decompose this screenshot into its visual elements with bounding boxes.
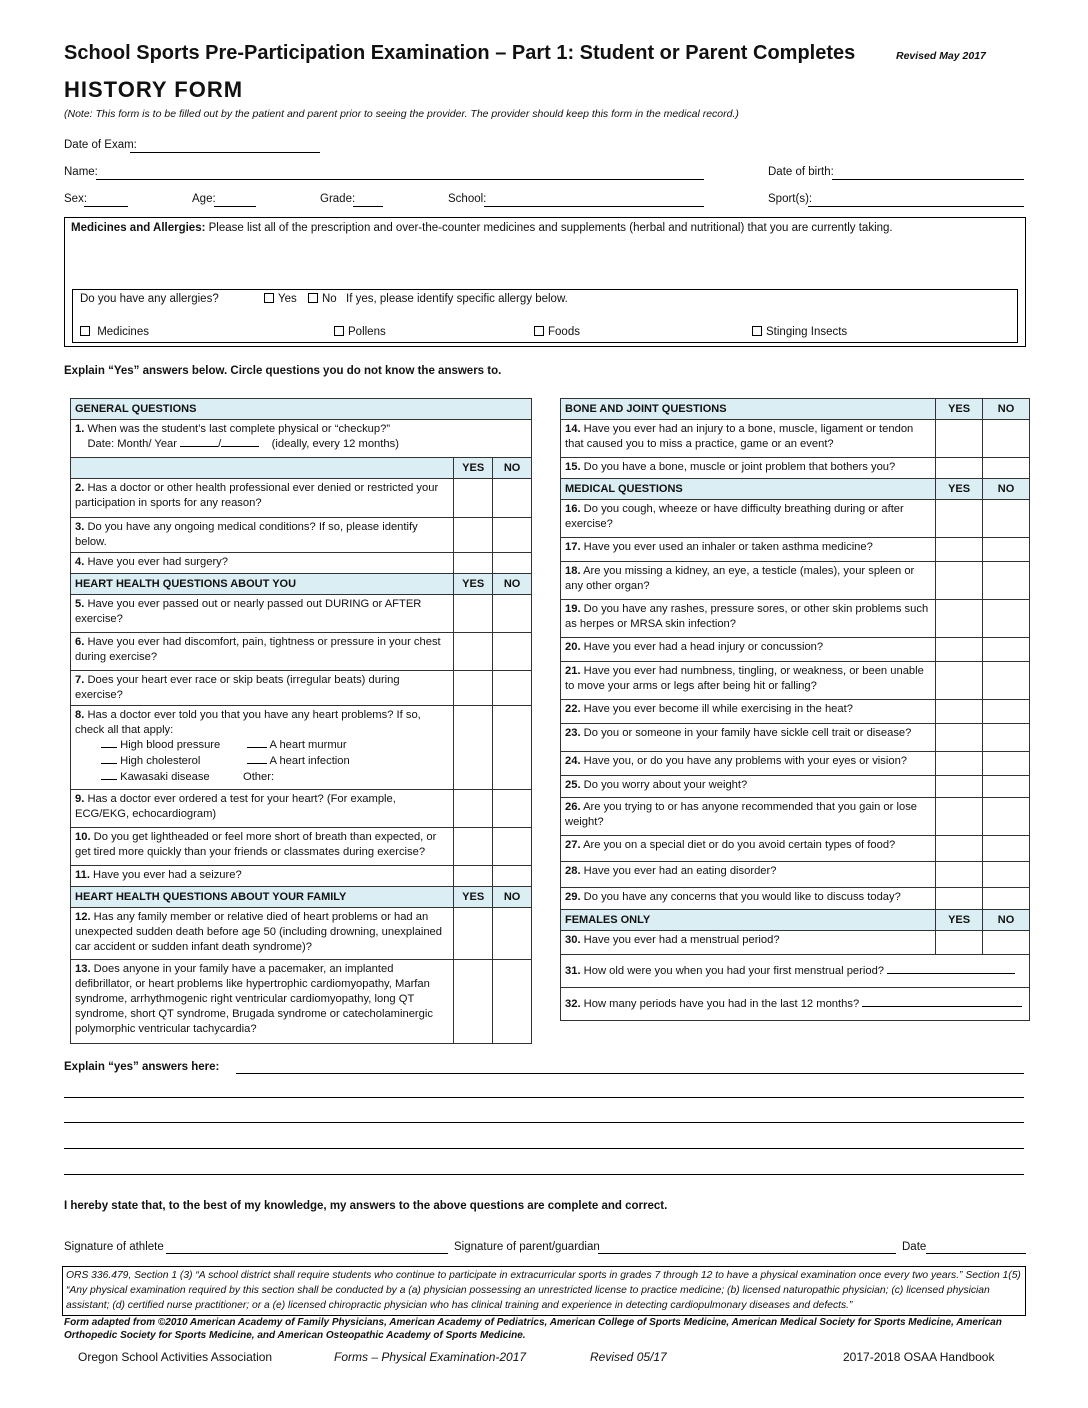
explain-line-4[interactable] bbox=[64, 1148, 1024, 1149]
q8-no-cell[interactable] bbox=[493, 706, 532, 790]
q20-no-cell[interactable] bbox=[983, 638, 1030, 662]
q28-number: 28. bbox=[565, 865, 581, 877]
q17-text: Have you ever used an inhaler or taken asthma medicine? bbox=[583, 541, 873, 553]
q7-yes-cell[interactable] bbox=[454, 671, 493, 706]
form-subtitle: HISTORY FORM bbox=[64, 77, 244, 102]
q3-no-cell[interactable] bbox=[493, 518, 532, 553]
athlete-signature-field[interactable] bbox=[166, 1253, 448, 1254]
q8-high-bp-label: High blood pressure bbox=[120, 739, 221, 751]
q4-number: 4. bbox=[75, 556, 85, 568]
footer-organization: Oregon School Activities Association bbox=[78, 1350, 273, 1364]
q24-yes-cell[interactable] bbox=[936, 752, 983, 776]
explain-instruction: Explain “Yes” answers below. Circle questions you do not know the answers to. bbox=[64, 365, 502, 377]
q5-no-cell[interactable] bbox=[493, 595, 532, 633]
q32-answer-field[interactable] bbox=[862, 1006, 1022, 1007]
q30-number: 30. bbox=[565, 934, 581, 946]
q29-no-cell[interactable] bbox=[983, 888, 1030, 910]
q22-number: 22. bbox=[565, 703, 581, 715]
q6-number: 6. bbox=[75, 636, 85, 648]
q10-no-cell[interactable] bbox=[493, 828, 532, 866]
sex-field[interactable] bbox=[84, 206, 128, 207]
foods-option-label: Foods bbox=[548, 326, 580, 338]
q26-text: Are you trying to or has anyone recommended that you gain or lose weight? bbox=[565, 801, 918, 828]
q24-no-cell[interactable] bbox=[983, 752, 1030, 776]
medicines-instruction: Please list all of the prescription and over-the-counter medicines and supplements (herbal and nutritional) that you are currently taking. bbox=[208, 222, 893, 234]
q11-text: Have you ever had a seizure? bbox=[93, 869, 242, 881]
question-7 bbox=[71, 671, 454, 706]
heart-you-no-header: NO bbox=[493, 574, 532, 595]
q16-no-cell[interactable] bbox=[983, 500, 1030, 538]
allergy-medicines-option[interactable] bbox=[80, 326, 149, 338]
q1-number: 1. bbox=[75, 423, 85, 435]
q8-number: 8. bbox=[75, 709, 85, 721]
general-subheader bbox=[71, 458, 454, 479]
date-signature-label: Date bbox=[902, 1241, 927, 1253]
q15-text: Do you have a bone, muscle or joint problem that bothers you? bbox=[583, 461, 896, 473]
q14-no-cell[interactable] bbox=[983, 420, 1030, 458]
q27-no-cell[interactable] bbox=[983, 836, 1030, 862]
q21-yes-cell[interactable] bbox=[936, 662, 983, 700]
q8-option-infection[interactable] bbox=[247, 754, 350, 769]
attestation-statement: I hereby state that, to the best of my knowledge, my answers to the above questions are complete and correct. bbox=[64, 1200, 668, 1212]
q23-number: 23. bbox=[565, 727, 581, 739]
allergy-question: Do you have any allergies? bbox=[80, 293, 219, 305]
q1-month-field[interactable] bbox=[180, 446, 218, 447]
q12-no-cell[interactable] bbox=[493, 908, 532, 960]
question-21 bbox=[561, 662, 936, 700]
q17-yes-cell[interactable] bbox=[936, 538, 983, 562]
question-6 bbox=[71, 633, 454, 671]
form-title: School Sports Pre-Participation Examination – Part 1: Student or Parent Completes bbox=[64, 42, 856, 64]
q23-text: Do you or someone in your family have sickle cell trait or disease? bbox=[583, 727, 912, 739]
q12-yes-cell[interactable] bbox=[454, 908, 493, 960]
q23-no-cell[interactable] bbox=[983, 724, 1030, 752]
q16-number: 16. bbox=[565, 503, 581, 515]
age-label: Age: bbox=[192, 193, 216, 205]
q8-options bbox=[75, 738, 449, 786]
question-18 bbox=[561, 562, 936, 600]
q25-text: Do you worry about your weight? bbox=[583, 779, 748, 791]
q27-yes-cell[interactable] bbox=[936, 836, 983, 862]
q8-option-kawasaki[interactable] bbox=[101, 770, 210, 785]
q2-text: Has a doctor or other health professional ever denied or restricted your participation in sports for any reason? bbox=[75, 482, 439, 509]
q19-no-cell[interactable] bbox=[983, 600, 1030, 638]
question-5 bbox=[71, 595, 454, 633]
question-20 bbox=[561, 638, 936, 662]
q8-kawasaki-label: Kawasaki disease bbox=[120, 771, 210, 783]
medical-header: MEDICAL QUESTIONS bbox=[561, 479, 936, 500]
q20-number: 20. bbox=[565, 641, 581, 653]
q31-answer-field[interactable] bbox=[887, 973, 1015, 974]
question-4 bbox=[71, 553, 454, 574]
question-31 bbox=[561, 955, 1030, 988]
q20-text: Have you ever had a head injury or concussion? bbox=[583, 641, 824, 653]
q2-yes-cell[interactable] bbox=[454, 479, 493, 518]
q11-no-cell[interactable] bbox=[493, 866, 532, 887]
heart-you-yes-header: YES bbox=[454, 574, 493, 595]
q6-text: Have you ever had discomfort, pain, tightness or pressure in your chest during exercise? bbox=[75, 636, 441, 663]
q1-text: When was the student’s last complete physical or “checkup?” bbox=[87, 423, 391, 435]
q32-text: How many periods have you had in the last 12 months? bbox=[583, 997, 860, 1010]
q3-number: 3. bbox=[75, 521, 85, 533]
question-28 bbox=[561, 862, 936, 888]
grade-label: Grade: bbox=[320, 193, 356, 205]
question-26 bbox=[561, 798, 936, 836]
q7-number: 7. bbox=[75, 674, 85, 686]
q8-cholesterol-blank[interactable] bbox=[101, 763, 117, 764]
q10-number: 10. bbox=[75, 831, 91, 843]
q29-number: 29. bbox=[565, 891, 581, 903]
q8-murmur-blank[interactable] bbox=[247, 747, 267, 748]
q8-infection-label: A heart infection bbox=[269, 755, 350, 767]
q1-ideal-note: (ideally, every 12 months) bbox=[271, 438, 399, 450]
question-3 bbox=[71, 518, 454, 553]
date-of-exam-label: Date of Exam: bbox=[64, 139, 137, 151]
q29-yes-cell[interactable] bbox=[936, 888, 983, 910]
q13-yes-cell[interactable] bbox=[454, 960, 493, 1044]
q7-no-cell[interactable] bbox=[493, 671, 532, 706]
heart-family-no-header: NO bbox=[493, 887, 532, 908]
q13-number: 13. bbox=[75, 963, 91, 975]
q8-option-murmur[interactable] bbox=[247, 738, 347, 753]
q9-number: 9. bbox=[75, 793, 85, 805]
q24-text: Have you, or do you have any problems with your eyes or vision? bbox=[583, 755, 908, 767]
athlete-signature-label: Signature of athlete bbox=[64, 1241, 164, 1253]
question-13 bbox=[71, 960, 454, 1044]
question-17 bbox=[561, 538, 936, 562]
q8-text: Has a doctor ever told you that you have any heart problems? If so, check all that apply: bbox=[75, 709, 421, 736]
q17-number: 17. bbox=[565, 541, 581, 553]
q4-text: Have you ever had surgery? bbox=[87, 556, 228, 568]
allergy-foods-option[interactable] bbox=[534, 326, 580, 338]
question-24 bbox=[561, 752, 936, 776]
q10-text: Do you get lightheaded or feel more short of breath than expected, or get tired more quickly than your friends or classmates during exercise? bbox=[75, 831, 437, 858]
q26-yes-cell[interactable] bbox=[936, 798, 983, 836]
q19-yes-cell[interactable] bbox=[936, 600, 983, 638]
q10-yes-cell[interactable] bbox=[454, 828, 493, 866]
medicines-checkbox[interactable] bbox=[80, 326, 90, 336]
medical-no-header: NO bbox=[983, 479, 1030, 500]
q19-text: Do you have any rashes, pressure sores, or other skin problems such as herpes or MRSA skin infection? bbox=[565, 603, 929, 630]
explain-line-1[interactable] bbox=[236, 1073, 1024, 1074]
q30-yes-cell[interactable] bbox=[936, 931, 983, 955]
allergy-insects-option[interactable] bbox=[752, 326, 847, 338]
medicines-option-label: Medicines bbox=[97, 326, 149, 338]
q27-number: 27. bbox=[565, 839, 581, 851]
q27-text: Are you on a special diet or do you avoid certain types of food? bbox=[583, 839, 896, 851]
q21-text: Have you ever had numbness, tingling, or weakness, or been unable to move your arms or legs after being hit or falling? bbox=[565, 665, 924, 692]
bone-yes-header: YES bbox=[936, 399, 983, 420]
school-field[interactable] bbox=[484, 206, 704, 207]
sex-label: Sex: bbox=[64, 193, 88, 205]
q8-option-other[interactable] bbox=[243, 770, 274, 785]
general-questions-header: GENERAL QUESTIONS bbox=[71, 399, 532, 420]
parent-signature-field[interactable] bbox=[598, 1253, 896, 1254]
right-questions-table bbox=[560, 398, 1030, 1021]
q22-no-cell[interactable] bbox=[983, 700, 1030, 724]
q8-murmur-label: A heart murmur bbox=[269, 739, 347, 751]
q17-no-cell[interactable] bbox=[983, 538, 1030, 562]
no-column-header: NO bbox=[493, 458, 532, 479]
females-no-header: NO bbox=[983, 910, 1030, 931]
footer-revised: Revised 05/17 bbox=[590, 1350, 667, 1364]
q15-no-cell[interactable] bbox=[983, 458, 1030, 479]
q2-no-cell[interactable] bbox=[493, 479, 532, 518]
allergy-pollens-option[interactable] bbox=[334, 326, 386, 338]
ors-statute-text: ORS 336.479, Section 1 (3) “A school district shall require students who continue to participate in extracurricular sports in grades 7 through 12 to have a physical examination once every two years.” Section 1(5) “Any physical examination required by this section shall be conducted by a (a) physician possessing an unrestricted license to practice medicine; (b) licensed naturopathic physician; (c) licensed physician assistant; (d) certified nurse practitioner; or a (e) licensed chiropractic physician who has clinical training and experience in detecting cardiopulmonary diseases and defects.” bbox=[66, 1270, 1021, 1311]
sports-label: Sport(s): bbox=[768, 193, 813, 205]
q26-number: 26. bbox=[565, 801, 581, 813]
question-1 bbox=[71, 420, 532, 458]
q12-text: Has any family member or relative died of heart problems or had an unexpected sudden death before age 50 (including drowning, unexplained car accident or sudden infant death syndrome)? bbox=[75, 911, 442, 953]
q9-text: Has a doctor ever ordered a test for your heart? (For example, ECG/EKG, echocardiogram) bbox=[75, 793, 396, 820]
q18-number: 18. bbox=[565, 565, 581, 577]
adapted-credit: Form adapted from ©2010 American Academy of Family Physicians, American Academy of Pediatrics, American College of Sports Medicine, American Medical Society for Sports Medicine, American Orthopedic Society for Sports Medicine, and American Osteopathic Academy of Sports Medicine. bbox=[64, 1317, 1002, 1341]
q3-text: Do you have any ongoing medical conditions? If so, please identify below. bbox=[75, 521, 418, 548]
name-label: Name: bbox=[64, 166, 98, 178]
allergy-yes-option[interactable] bbox=[264, 293, 297, 305]
left-questions-table bbox=[70, 398, 532, 1044]
q8-infection-blank[interactable] bbox=[247, 763, 267, 764]
dob-field[interactable] bbox=[832, 179, 1024, 180]
question-23 bbox=[561, 724, 936, 752]
explain-line-5[interactable] bbox=[64, 1174, 1024, 1175]
date-signature-field[interactable] bbox=[926, 1253, 1026, 1254]
q16-text: Do you cough, wheeze or have difficulty breathing during or after exercise? bbox=[565, 503, 904, 530]
question-2 bbox=[71, 479, 454, 518]
medicines-label: Medicines and Allergies: bbox=[71, 222, 206, 234]
q15-number: 15. bbox=[565, 461, 581, 473]
pollens-checkbox[interactable] bbox=[334, 326, 344, 336]
q30-no-cell[interactable] bbox=[983, 931, 1030, 955]
q28-text: Have you ever had an eating disorder? bbox=[583, 865, 777, 877]
question-12 bbox=[71, 908, 454, 960]
parent-signature-label: Signature of parent/guardian bbox=[454, 1241, 600, 1253]
medicines-text bbox=[71, 222, 893, 234]
q7-text: Does your heart ever race or skip beats (irregular beats) during exercise? bbox=[75, 674, 400, 701]
question-11 bbox=[71, 866, 454, 887]
q11-yes-cell[interactable] bbox=[454, 866, 493, 887]
q13-no-cell[interactable] bbox=[493, 960, 532, 1044]
grade-field[interactable] bbox=[353, 206, 383, 207]
medical-yes-header: YES bbox=[936, 479, 983, 500]
allergy-no-checkbox[interactable] bbox=[308, 293, 318, 303]
q5-yes-cell[interactable] bbox=[454, 595, 493, 633]
allergy-yes-label: Yes bbox=[278, 293, 297, 305]
question-16 bbox=[561, 500, 936, 538]
q3-yes-cell[interactable] bbox=[454, 518, 493, 553]
q11-number: 11. bbox=[75, 869, 90, 881]
q16-yes-cell[interactable] bbox=[936, 500, 983, 538]
q8-yes-cell[interactable] bbox=[454, 706, 493, 790]
q18-text: Are you missing a kidney, an eye, a testicle (males), your spleen or any other organ? bbox=[565, 565, 915, 592]
yes-column-header: YES bbox=[454, 458, 493, 479]
date-of-exam-field[interactable] bbox=[130, 152, 320, 153]
question-29 bbox=[561, 888, 936, 910]
q8-cholesterol-label: High cholesterol bbox=[120, 755, 201, 767]
q24-number: 24. bbox=[565, 755, 581, 767]
q31-text: How old were you when you had your first menstrual period? bbox=[583, 964, 885, 977]
school-label: School: bbox=[448, 193, 487, 205]
q18-no-cell[interactable] bbox=[983, 562, 1030, 600]
q12-number: 12. bbox=[75, 911, 91, 923]
q1-slash: / bbox=[218, 438, 222, 450]
q1-date-label: Date: Month/ Year bbox=[87, 438, 177, 450]
footer-forms: Forms – Physical Examination-2017 bbox=[334, 1350, 527, 1364]
q8-high-bp-blank[interactable] bbox=[101, 747, 117, 748]
heart-family-header: HEART HEALTH QUESTIONS ABOUT YOUR FAMILY bbox=[71, 887, 454, 908]
q23-yes-cell[interactable] bbox=[936, 724, 983, 752]
q9-no-cell[interactable] bbox=[493, 790, 532, 828]
q14-yes-cell[interactable] bbox=[936, 420, 983, 458]
q22-yes-cell[interactable] bbox=[936, 700, 983, 724]
question-10 bbox=[71, 828, 454, 866]
q29-text: Do you have any concerns that you would like to discuss today? bbox=[583, 891, 901, 903]
question-27 bbox=[561, 836, 936, 862]
q6-yes-cell[interactable] bbox=[454, 633, 493, 671]
explain-line-2[interactable] bbox=[64, 1097, 1024, 1098]
bone-joint-header: BONE AND JOINT QUESTIONS bbox=[561, 399, 936, 420]
sports-field[interactable] bbox=[808, 206, 1024, 207]
insects-option-label: Stinging Insects bbox=[766, 326, 848, 338]
females-header: FEMALES ONLY bbox=[561, 910, 936, 931]
q28-yes-cell[interactable] bbox=[936, 862, 983, 888]
pollens-option-label: Pollens bbox=[348, 326, 386, 338]
question-15 bbox=[561, 458, 936, 479]
question-30 bbox=[561, 931, 936, 955]
females-yes-header: YES bbox=[936, 910, 983, 931]
question-8 bbox=[71, 706, 454, 790]
q15-yes-cell[interactable] bbox=[936, 458, 983, 479]
allergy-no-option[interactable] bbox=[308, 293, 337, 305]
heart-family-yes-header: YES bbox=[454, 887, 493, 908]
bone-no-header: NO bbox=[983, 399, 1030, 420]
form-note: (Note: This form is to be filled out by the patient and parent prior to seeing the provider. The provider should keep this form in the medical record.) bbox=[64, 108, 739, 120]
question-14 bbox=[561, 420, 936, 458]
q18-yes-cell[interactable] bbox=[936, 562, 983, 600]
footer-handbook: 2017-2018 OSAA Handbook bbox=[843, 1350, 995, 1364]
q28-no-cell[interactable] bbox=[983, 862, 1030, 888]
q8-other-label: Other: bbox=[243, 771, 275, 783]
q25-no-cell[interactable] bbox=[983, 776, 1030, 798]
q2-number: 2. bbox=[75, 482, 85, 494]
q14-text: Have you ever had an injury to a bone, muscle, ligament or tendon that caused you to miss a practice, game or an event? bbox=[565, 423, 914, 450]
question-9 bbox=[71, 790, 454, 828]
explain-line-3[interactable] bbox=[64, 1122, 1024, 1123]
q14-number: 14. bbox=[565, 423, 581, 435]
q21-no-cell[interactable] bbox=[983, 662, 1030, 700]
age-field[interactable] bbox=[214, 206, 256, 207]
q5-text: Have you ever passed out or nearly passed out DURING or AFTER exercise? bbox=[75, 598, 422, 625]
allergy-no-label: No bbox=[322, 293, 337, 305]
q26-no-cell[interactable] bbox=[983, 798, 1030, 836]
q20-yes-cell[interactable] bbox=[936, 638, 983, 662]
question-32 bbox=[561, 988, 1030, 1021]
q9-yes-cell[interactable] bbox=[454, 790, 493, 828]
q1-year-field[interactable] bbox=[221, 446, 259, 447]
dob-label: Date of birth: bbox=[768, 166, 834, 178]
explain-here-label: Explain “yes” answers here: bbox=[64, 1061, 220, 1073]
q30-text: Have you ever had a menstrual period? bbox=[583, 934, 780, 946]
q31-number: 31. bbox=[565, 964, 581, 977]
q22-text: Have you ever become ill while exercising in the heat? bbox=[583, 703, 853, 715]
q8-option-high-bp[interactable] bbox=[101, 738, 220, 753]
q25-yes-cell[interactable] bbox=[936, 776, 983, 798]
q13-text: Does anyone in your family have a pacemaker, an implanted defibrillator, or heart problems like hypertrophic cardiomyopathy, Marfan syndrome, arrhythmogenic right ventricular cardiomyopathy, long QT syndrome, short QT syndrome, Brugada syndrome or catecholaminergic polymorphic ventricular tachycardia? bbox=[75, 963, 433, 1035]
allergy-yes-checkbox[interactable] bbox=[264, 293, 274, 303]
q5-number: 5. bbox=[75, 598, 85, 610]
name-field[interactable] bbox=[96, 179, 704, 180]
q8-option-cholesterol[interactable] bbox=[101, 754, 200, 769]
q8-kawasaki-blank[interactable] bbox=[101, 779, 117, 780]
heart-you-header: HEART HEALTH QUESTIONS ABOUT YOU bbox=[71, 574, 454, 595]
question-22 bbox=[561, 700, 936, 724]
q25-number: 25. bbox=[565, 779, 581, 791]
question-25 bbox=[561, 776, 936, 798]
allergy-note: If yes, please identify specific allergy below. bbox=[346, 293, 568, 305]
q32-number: 32. bbox=[565, 997, 581, 1010]
q19-number: 19. bbox=[565, 603, 581, 615]
insects-checkbox[interactable] bbox=[752, 326, 762, 336]
q21-number: 21. bbox=[565, 665, 581, 677]
revised-date: Revised May 2017 bbox=[896, 50, 986, 62]
question-19 bbox=[561, 600, 936, 638]
q6-no-cell[interactable] bbox=[493, 633, 532, 671]
foods-checkbox[interactable] bbox=[534, 326, 544, 336]
q4-yes-cell[interactable] bbox=[454, 553, 493, 574]
q4-no-cell[interactable] bbox=[493, 553, 532, 574]
